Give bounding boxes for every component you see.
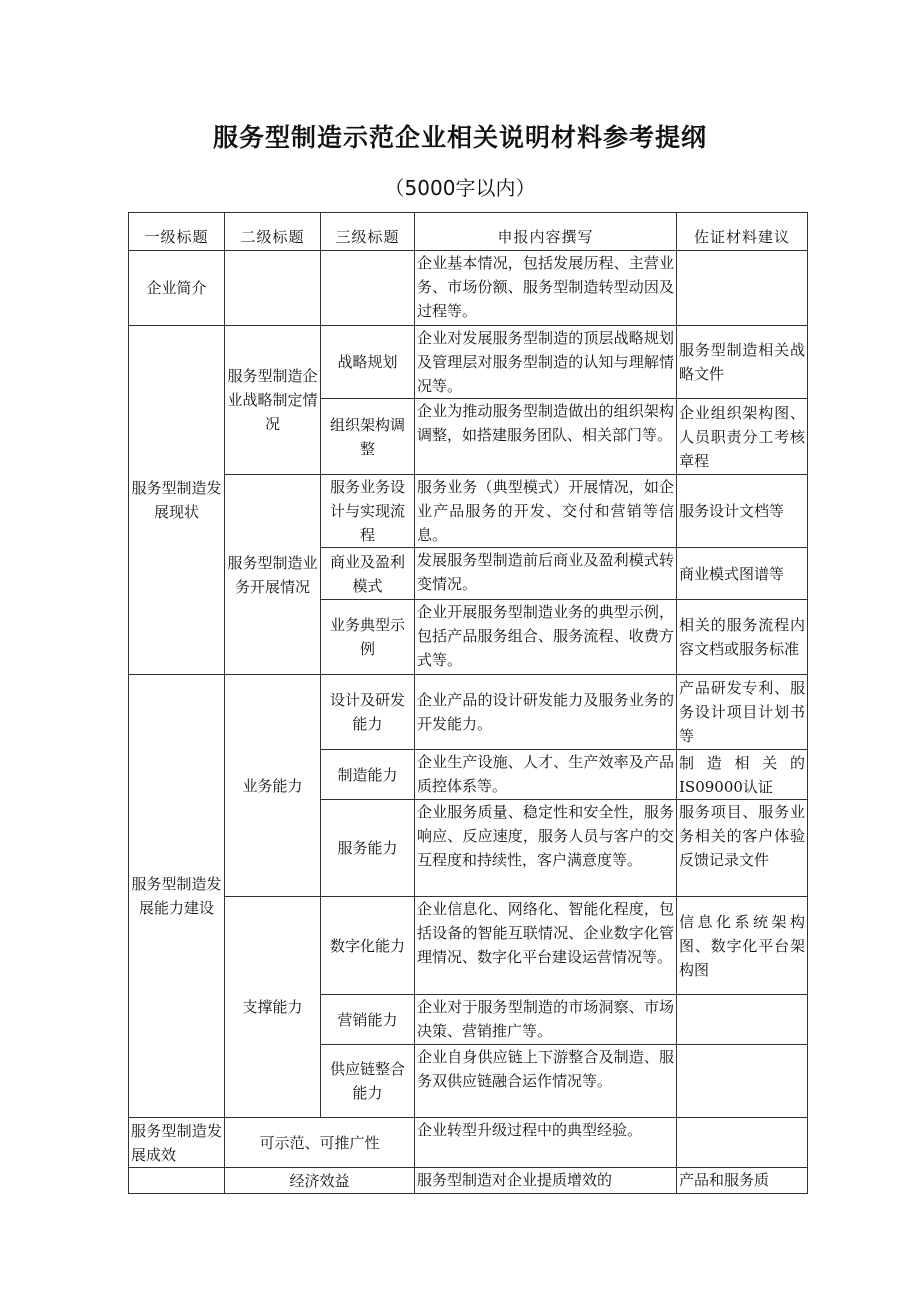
- cell-level2: 支撑能力: [225, 897, 321, 1118]
- cell-content: 企业服务质量、稳定性和安全性，服务响应、反应速度，服务人员与客户的交互程度和持续性，客户满意度等。: [415, 800, 677, 897]
- outline-table: [128, 212, 808, 1194]
- cell-content: 企业为推动服务型制造做出的组织架构调整，如搭建服务团队、相关部门等。: [415, 399, 677, 475]
- cell-evidence: 制造相关的IS09000认证: [677, 750, 808, 800]
- cell-level3: 战略规划: [321, 326, 415, 399]
- cell-level3: 营销能力: [321, 995, 415, 1045]
- header-level1: 一级标题: [129, 213, 225, 251]
- cell-level3: 供应链整合能力: [321, 1045, 415, 1118]
- cell-content: 企业开展服务型制造业务的典型示例，包括产品服务组合、服务流程、收费方式等。: [415, 600, 677, 675]
- cell-evidence: 服务型制造相关战略文件: [677, 326, 808, 399]
- table-row: [129, 251, 808, 326]
- cell-content: 企业自身供应链上下游整合及制造、服务双供应链融合运作情况等。: [415, 1045, 677, 1118]
- cell-level2: 可示范、可推广性: [225, 1118, 415, 1168]
- page-title: 服务型制造示范企业相关说明材料参考提纲: [212, 123, 707, 152]
- cell-evidence: 企业组织架构图、人员职责分工考核章程: [677, 399, 808, 475]
- cell-evidence: 商业模式图谱等: [677, 548, 808, 600]
- table-row: [129, 1168, 808, 1194]
- cell-empty: [321, 251, 415, 326]
- cell-evidence: 产品和服务质: [677, 1168, 808, 1194]
- table-row: [129, 897, 808, 995]
- cell-content: 服务型制造对企业提质增效的: [415, 1168, 677, 1194]
- cell-level3: 商业及盈利模式: [321, 548, 415, 600]
- cell-content: 企业基本情况，包括发展历程、主营业务、市场份额、服务型制造转型动因及过程等。: [415, 251, 677, 326]
- cell-level3: 设计及研发能力: [321, 675, 415, 750]
- cell-content: 发展服务型制造前后商业及盈利模式转变情况。: [415, 548, 677, 600]
- cell-content: 企业转型升级过程中的典型经验。: [415, 1118, 677, 1168]
- cell-content: 企业信息化、网络化、智能化程度，包括设备的智能互联情况、企业数字化管理情况、数字化平台建设运营情况等。: [415, 897, 677, 995]
- cell-level1: 服务型制造发展成效: [129, 1118, 225, 1168]
- cell-level3: 数字化能力: [321, 897, 415, 995]
- cell-empty: [225, 251, 321, 326]
- cell-content: 服务业务（典型模式）开展情况，如企业产品服务的开发、交付和营销等信息。: [415, 475, 677, 548]
- table-row: [129, 326, 808, 399]
- table-row: [129, 675, 808, 750]
- cell-evidence: [677, 1045, 808, 1118]
- header-row: [129, 213, 808, 251]
- cell-evidence: 服务设计文档等: [677, 475, 808, 548]
- cell-evidence: 产品研发专利、服务设计项目计划书等: [677, 675, 808, 750]
- cell-evidence: [677, 1118, 808, 1168]
- cell-level2: 服务型制造企业战略制定情况: [225, 326, 321, 475]
- cell-level2: 服务型制造业务开展情况: [225, 475, 321, 675]
- cell-level3: 业务典型示例: [321, 600, 415, 675]
- cell-level1: 企业简介: [129, 251, 225, 326]
- cell-level3: 制造能力: [321, 750, 415, 800]
- cell-level3: 服务业务设计与实现流程: [321, 475, 415, 548]
- cell-evidence: 服务项目、服务业务相关的客户体验反馈记录文件: [677, 800, 808, 897]
- cell-evidence: [677, 995, 808, 1045]
- header-level3: 三级标题: [321, 213, 415, 251]
- cell-level1: 服务型制造发展现状: [129, 326, 225, 675]
- cell-evidence: 相关的服务流程内容文档或服务标准: [677, 600, 808, 675]
- cell-content: 企业对于服务型制造的市场洞察、市场决策、营销推广等。: [415, 995, 677, 1045]
- cell-evidence: 信息化系统架构图、数字化平台架构图: [677, 897, 808, 995]
- cell-level3: 组织架构调整: [321, 399, 415, 475]
- cell-empty: [677, 251, 808, 326]
- header-evidence: 佐证材料建议: [677, 213, 808, 251]
- cell-content: 企业产品的设计研发能力及服务业务的开发能力。: [415, 675, 677, 750]
- cell-level3: 服务能力: [321, 800, 415, 897]
- cell-level2: 经济效益: [225, 1168, 415, 1194]
- cell-content: 企业生产设施、人才、生产效率及产品质控体系等。: [415, 750, 677, 800]
- table-row: [129, 1118, 808, 1168]
- cell-level2: 业务能力: [225, 675, 321, 897]
- header-level2: 二级标题: [225, 213, 321, 251]
- table-row: [129, 475, 808, 548]
- cell-content: 企业对发展服务型制造的顶层战略规划及管理层对服务型制造的认知与理解情况等。: [415, 326, 677, 399]
- cell-level1: 服务型制造发展能力建设: [129, 675, 225, 1118]
- cell-level1-empty: [129, 1168, 225, 1194]
- header-content: 申报内容撰写: [415, 213, 677, 251]
- page-subtitle: （5000字以内）: [384, 176, 536, 200]
